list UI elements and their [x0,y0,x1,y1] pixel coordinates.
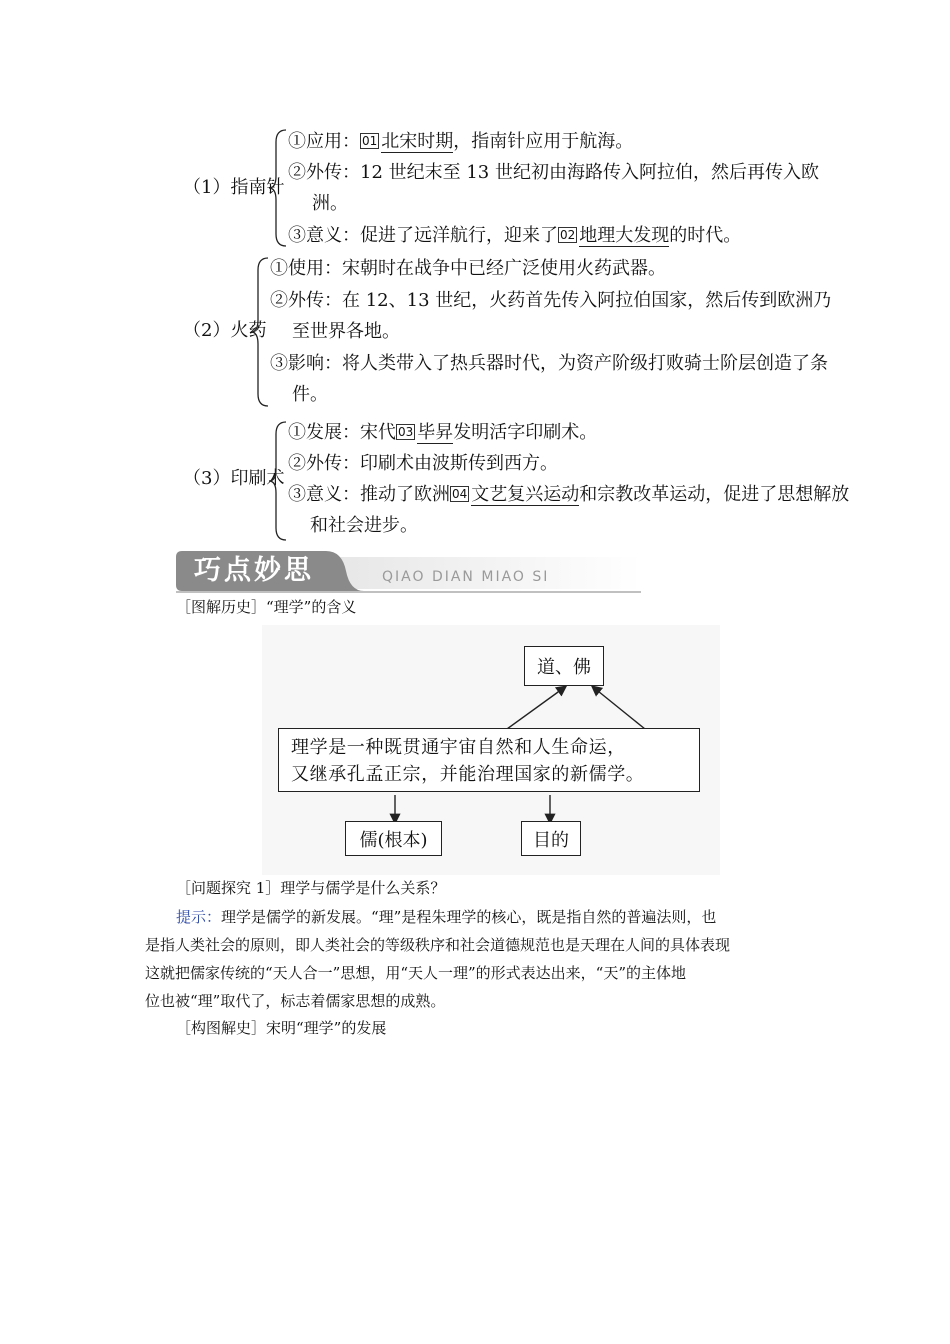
diagram-caption: ［图解历史］“理学”的含义 [176,598,357,616]
diagram-box-bottom-left: 儒(根本) [345,821,442,856]
compass-item-2: ②外传：12 世纪末至 13 世纪初由海路传入阿拉伯，然后再传入欧洲。 [288,162,819,214]
hint-paragraph: 提示：理学是儒学的新发展。“理”是程朱理学的核心，既是指自然的普遍法则，也 是指人类社会的原则，即人类社会的等级秩序和社会道德规范也是天理在人间的具体表现 这就把儒家传统的“天人合一”思想，用“天人一理”的形式表达出来，“天”的主体地 位也被“理”取代了，标志着儒家思想的成熟。 [145,908,731,1010]
printing-item-1: ①发展：宋代 03 毕昇发明活字印刷术。 [288,422,598,443]
section-banner [176,551,641,593]
footer-caption: ［构图解史］宋明“理学”的发展 [176,1019,387,1037]
concept-diagram [262,625,720,875]
gunpowder-item-2: ②外传：在 12、13 世纪，火药首先传入阿拉伯国家，然后传到欧洲乃至世界各地。 [270,290,832,342]
diagram-box-bottom-right: 目的 [521,821,581,856]
compass-item-1: ①应用： 01 北宋时期，指南针应用于航海。 [288,131,634,152]
printing-item-3: ③意义：推动了欧洲 04 文艺复兴运动和宗教改革运动，促进了思想解放和社会进步。 [288,484,850,536]
answer-number: 03 [398,425,414,439]
banner-title: 巧点妙思 [194,555,314,586]
hint-label: 提示： [176,908,222,926]
brace-icon [268,420,288,542]
printing-item-2: ②外传：印刷术由波斯传到西方。 [288,453,558,474]
diagram-box-center: 理学是一种既贯通宇宙自然和人生命运， 又继承孔孟正宗，并能治理国家的新儒学。 [278,728,700,792]
section-label-gunpowder: （2）火药 [183,320,267,341]
brace-icon [250,256,270,408]
compass-item-3: ③意义：促进了远洋航行，迎来了 02 地理大发现的时代。 [288,225,742,246]
section-label-printing: （3）印刷术 [183,468,285,489]
answer-number: 04 [452,487,468,501]
gunpowder-item-3: ③影响：将人类带入了热兵器时代，为资产阶级打败骑士阶层创造了条件。 [270,353,828,405]
banner-pinyin: QIAO DIAN MIAO SI [382,569,550,585]
gunpowder-item-1: ①使用：宋朝时在战争中已经广泛使用火药武器。 [270,258,666,279]
section-label-compass: （1）指南针 [183,177,285,198]
answer-number: 02 [560,228,576,242]
question-text: ［问题探究 1］理学与儒学是什么关系？ [176,879,446,897]
diagram-box-top: 道、佛 [524,646,604,686]
answer-number: 01 [362,134,378,148]
brace-icon [268,128,288,248]
